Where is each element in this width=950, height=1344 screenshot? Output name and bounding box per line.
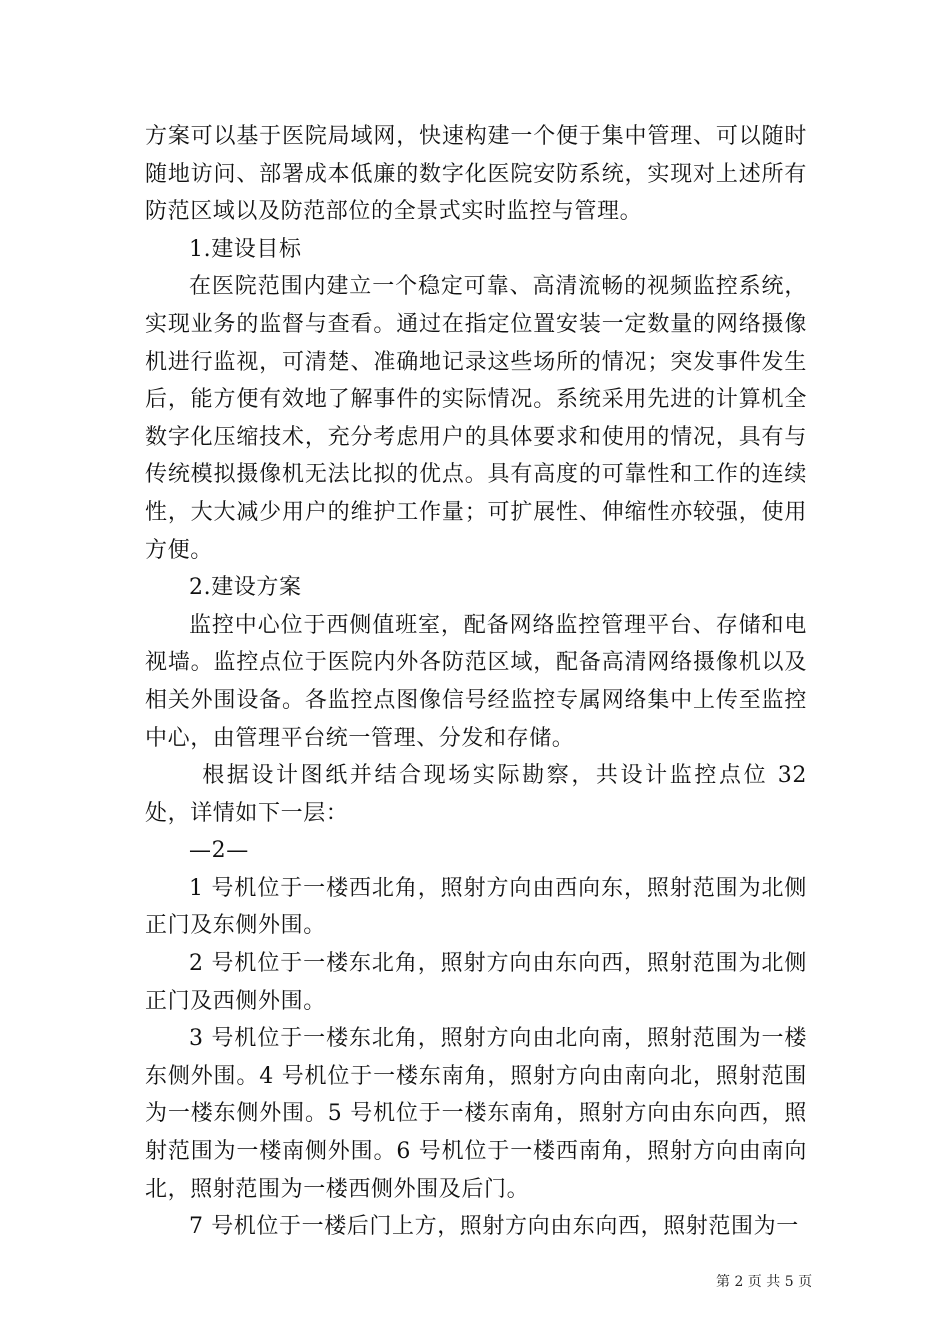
page-footer: 第 2 页 共 5 页	[716, 1274, 813, 1290]
paragraph-construction-goal: 在医院范围内建立一个稳定可靠、高清流畅的视频监控系统，实现业务的监督与查看。通过在指定位置安装一定数量的网络摄像机进行监视，可清楚、准确地记录这些场所的情况；突发事件发生后，能方便有效地了解事件的实际情况。系统采用先进的计算机全数字化压缩技术，充分考虑用户的具体要求和使用的情况，具有与传统模拟摄像机无法比拟的优点。具有高度的可靠性和工作的连续性，大大减少用户的维护工作量；可扩展性、伸缩性亦较强，使用方便。	[145, 274, 807, 563]
document-body	[145, 118, 807, 1246]
paragraph-monitoring-center: 监控中心位于西侧值班室，配备网络监控管理平台、存储和电视墙。监控点位于医院内外各防范区域，配备高清网络摄像机以及相关外围设备。各监控点图像信号经监控专属网络集中上传至监控中心，由管理平台统一管理、分发和存储。	[145, 612, 807, 751]
heading-construction-goal: 1.建设目标	[189, 236, 302, 262]
paragraph-monitoring-points: 根据设计图纸并结合现场实际勘察，共设计监控点位 32 处，详情如下一层：	[145, 763, 807, 826]
paragraph-camera-7: 7 号机位于一楼后门上方，照射方向由东向西，照射范围为一	[189, 1214, 799, 1240]
paragraph-camera-2: 2 号机位于一楼东北角，照射方向由东向西，照射范围为北侧正门及西侧外围。	[145, 951, 807, 1014]
heading-construction-plan: 2.建设方案	[189, 575, 302, 601]
page-number-marker: —2—	[189, 838, 249, 864]
paragraph-camera-1: 1 号机位于一楼西北角，照射方向由西向东，照射范围为北侧正门及东侧外围。	[145, 875, 807, 939]
paragraph-camera-3-6: 3 号机位于一楼东北角，照射方向由北向南，照射范围为一楼东侧外围。4 号机位于一楼东南角，照射方向由南向北，照射范围为一楼东侧外围。5 号机位于一楼东南角，照射方向由东向西，照射范围为一楼南侧外围。6 号机位于一楼西南角，照射方向由南向北，照射范围为一楼西侧外围及后门。	[145, 1026, 807, 1202]
paragraph-intro-continued: 方案可以基于医院局域网，快速构建一个便于集中管理、可以随时随地访问、部署成本低廉的数字化医院安防系统，实现对上述所有防范区域以及防范部位的全景式实时监控与管理。	[145, 124, 807, 225]
